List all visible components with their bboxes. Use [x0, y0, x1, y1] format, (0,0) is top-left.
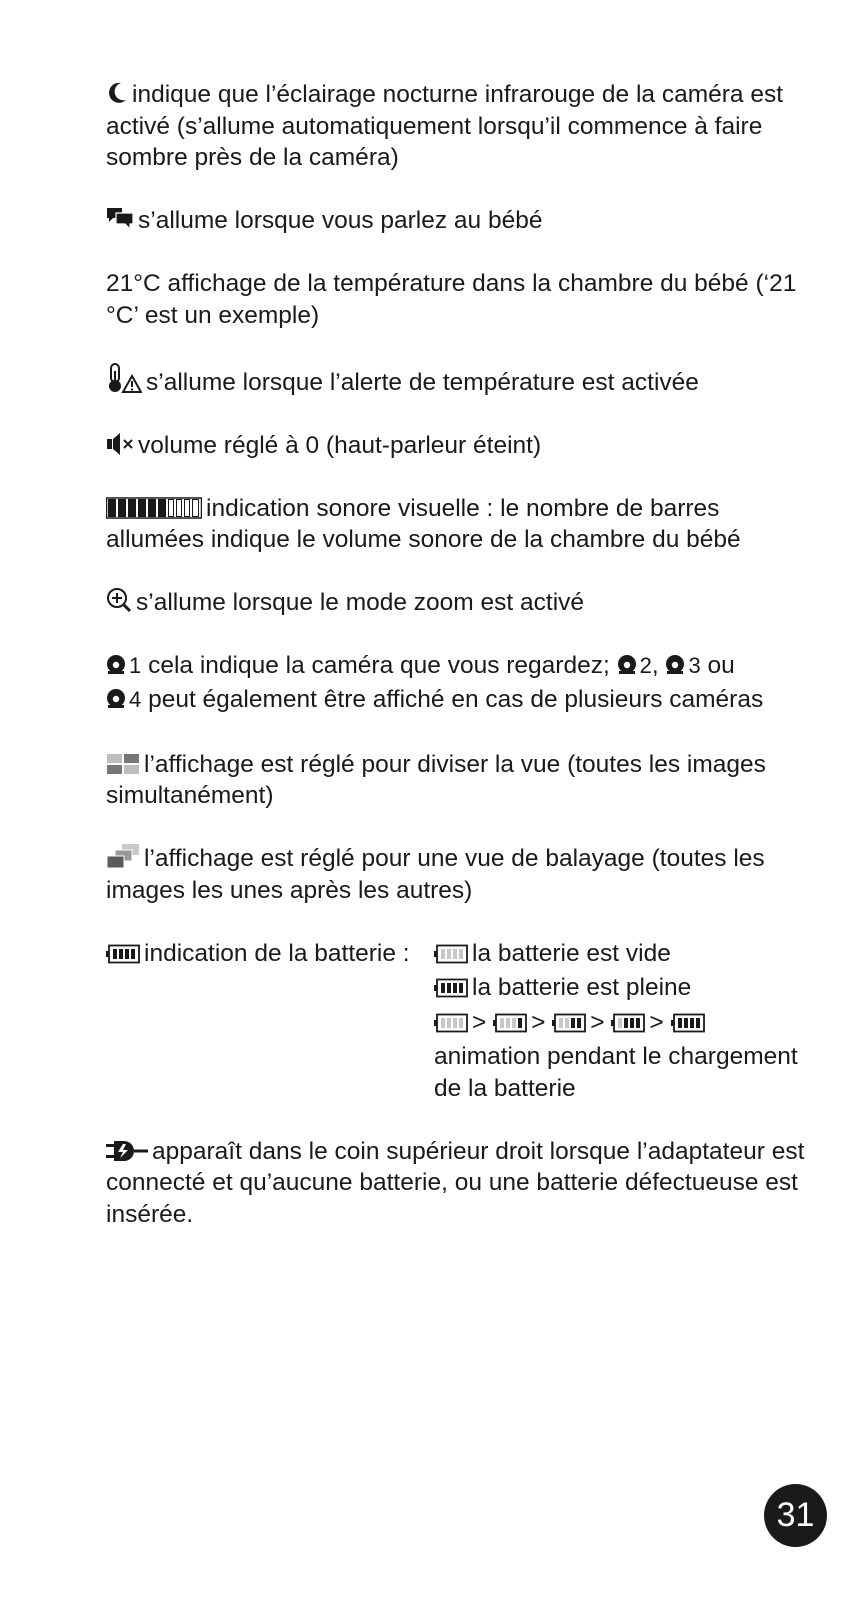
entry-temperature-alert: s’allume lorsque l’alerte de température est activée: [106, 363, 806, 399]
camera-number-4: 4: [129, 686, 142, 712]
power-plug-icon: [106, 1140, 148, 1162]
battery-level-1-icon: [493, 1010, 527, 1042]
page-number: 31: [764, 1484, 827, 1547]
camera-number-2: 2: [639, 653, 652, 678]
entry-adapter: apparaît dans le coin supérieur droit lorsque l’adaptateur est connecté et qu’aucune batterie, ou une batterie défectueuse est insérée.: [106, 1137, 805, 1228]
battery-full-icon: [434, 975, 468, 1007]
entry-night-vision: indique que l’éclairage nocturne infrarouge de la caméra est activé (s’allume automatiquement lorsqu’il commence à faire sombre près de la caméra): [106, 81, 784, 171]
battery-full-line: la batterie est pleine: [434, 972, 806, 1007]
camera-icon: [665, 652, 685, 684]
entry-temperature: 21°C affichage de la température dans la chambre du bébé (‘21 °C’ est un exemple): [106, 270, 797, 329]
entry-zoom: s’allume lorsque le mode zoom est activé: [106, 587, 806, 619]
battery-level-2-icon: [552, 1010, 586, 1042]
entry-camera-number: 1 cela indique la caméra que vous regardez; 2, 3 ou 4 peut également être affiché en cas de plusieurs caméras: [106, 650, 806, 717]
battery-level-0-icon: [434, 1010, 468, 1042]
speaker-mute-icon: [106, 432, 134, 456]
camera-number-1: 1: [129, 653, 142, 678]
camera-icon: [106, 686, 126, 718]
entry-mute: volume réglé à 0 (haut-parleur éteint): [106, 430, 806, 462]
entry-battery: indication de la batterie : la batterie est vide la batterie est pleine > > > > animation pendant le chargement de la batterie: [106, 938, 806, 1105]
battery-empty-icon: [434, 941, 468, 973]
battery-level-4-icon: [671, 1010, 705, 1042]
scan-view-icon: [106, 843, 140, 869]
battery-animation-line: > > > > animation pendant le chargement de la batterie: [434, 1008, 798, 1102]
moon-icon: [106, 81, 128, 105]
entry-split-view: l’affichage est réglé pour diviser la vue (toutes les images simultanément): [106, 750, 766, 809]
camera-number-3: 3: [688, 653, 701, 678]
battery-icon: [106, 941, 140, 973]
zoom-in-icon: [106, 587, 132, 613]
entry-talk: s’allume lorsque vous parlez au bébé: [106, 205, 806, 237]
thermometer-alert-icon: [106, 363, 142, 393]
battery-empty-line: la batterie est vide: [434, 938, 806, 973]
battery-level-3-icon: [611, 1010, 645, 1042]
entry-sound-level: indication sonore visuelle : le nombre de barres allumées indique le volume sonore de la chambre du bébé: [106, 494, 741, 553]
speech-bubbles-icon: [106, 207, 134, 231]
sound-level-bars-icon: [106, 497, 202, 519]
document-body: [106, 79, 806, 1262]
camera-icon: [106, 652, 126, 684]
split-view-icon: [106, 753, 140, 775]
camera-icon: [617, 652, 637, 684]
entry-scan-view: l’affichage est réglé pour une vue de balayage (toutes les images les unes après les autres): [106, 845, 765, 904]
